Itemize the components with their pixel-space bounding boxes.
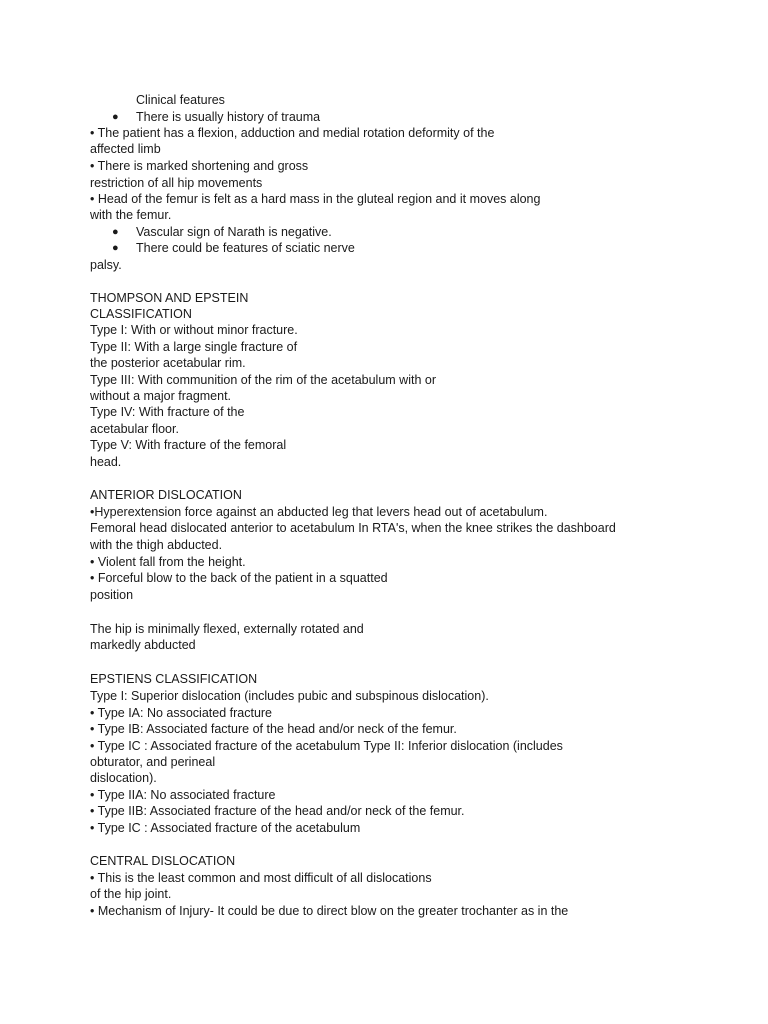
anterior-line: position: [90, 588, 134, 602]
thompson-line: Type I: With or without minor fracture.: [90, 323, 298, 337]
epstiens-line: • Type IIB: Associated fracture of the head and/or neck of the femur.: [90, 804, 465, 818]
epstiens-line: • Type IB: Associated facture of the head and/or neck of the femur.: [90, 722, 457, 736]
epstiens-heading: EPSTIENS CLASSIFICATION: [90, 672, 258, 686]
clinical-bullet-1: There is usually history of trauma: [136, 110, 321, 124]
clinical-line: restriction of all hip movements: [90, 176, 263, 190]
bullet-icon: ●: [112, 242, 119, 254]
clinical-bullet-3: There could be features of sciatic nerve: [136, 241, 355, 255]
bullet-icon: ●: [112, 226, 119, 238]
epstiens-line: • Type IIA: No associated fracture: [90, 788, 276, 802]
clinical-line: affected limb: [90, 142, 161, 156]
bullet-icon: ●: [112, 111, 119, 123]
anterior-line: The hip is minimally flexed, externally rotated and: [90, 622, 364, 636]
clinical-line: • Head of the femur is felt as a hard mass in the gluteal region and it moves along: [90, 192, 541, 206]
clinical-line: with the femur.: [90, 208, 172, 222]
anterior-line: • Forceful blow to the back of the patient in a squatted: [90, 571, 388, 585]
central-line: of the hip joint.: [90, 887, 172, 901]
anterior-line: •Hyperextension force against an abducted leg that levers head out of acetabulum.: [90, 505, 548, 519]
epstiens-line: obturator, and perineal: [90, 755, 216, 769]
thompson-line: Type III: With communition of the rim of the acetabulum with or: [90, 373, 436, 387]
anterior-line: • Violent fall from the height.: [90, 555, 246, 569]
thompson-line: head.: [90, 455, 122, 469]
thompson-heading-2: CLASSIFICATION: [90, 307, 192, 321]
anterior-line: Femoral head dislocated anterior to acetabulum In RTA's, when the knee strikes the dashboard: [90, 521, 616, 535]
epstiens-line: Type I: Superior dislocation (includes pubic and subspinous dislocation).: [90, 689, 489, 703]
thompson-line: without a major fragment.: [90, 389, 232, 403]
central-line: • This is the least common and most difficult of all dislocations: [90, 871, 432, 885]
thompson-line: Type IV: With fracture of the: [90, 405, 245, 419]
central-line: • Mechanism of Injury- It could be due to direct blow on the greater trochanter as in the: [90, 904, 569, 918]
epstiens-line: • Type IA: No associated fracture: [90, 706, 273, 720]
clinical-bullet-2: Vascular sign of Narath is negative.: [136, 225, 332, 239]
thompson-line: the posterior acetabular rim.: [90, 356, 246, 370]
thompson-line: acetabular floor.: [90, 422, 179, 436]
clinical-line: palsy.: [90, 258, 122, 272]
epstiens-line: • Type IC : Associated fracture of the acetabulum: [90, 821, 361, 835]
central-heading: CENTRAL DISLOCATION: [90, 854, 236, 868]
thompson-line: Type V: With fracture of the femoral: [90, 438, 287, 452]
anterior-line: markedly abducted: [90, 638, 196, 652]
thompson-heading: THOMPSON AND EPSTEIN: [90, 291, 249, 305]
clinical-line: • The patient has a flexion, adduction and medial rotation deformity of the: [90, 126, 495, 140]
epstiens-line: dislocation).: [90, 771, 157, 785]
clinical-line: • There is marked shortening and gross: [90, 159, 309, 173]
epstiens-line: • Type IC : Associated fracture of the acetabulum Type II: Inferior dislocation (includes: [90, 739, 563, 753]
anterior-heading: ANTERIOR DISLOCATION: [90, 488, 242, 502]
anterior-line: with the thigh abducted.: [90, 538, 223, 552]
thompson-line: Type II: With a large single fracture of: [90, 340, 298, 354]
clinical-features-heading: Clinical features: [136, 93, 225, 107]
